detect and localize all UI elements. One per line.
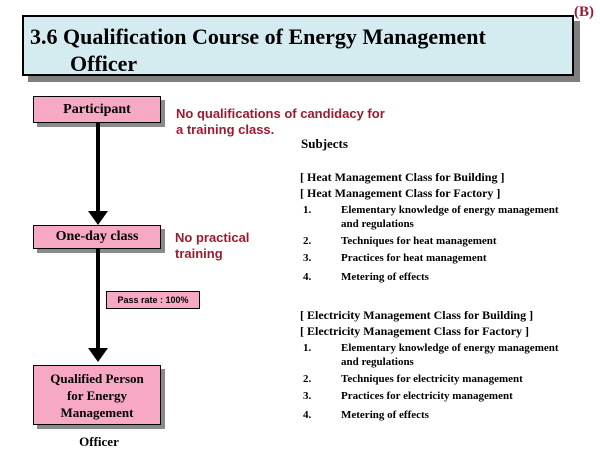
qualified-line: Management — [60, 405, 134, 420]
participant-note-line: No qualifications of candidacy for — [176, 106, 385, 121]
title-box — [22, 15, 574, 76]
qualified-last-line: Officer — [79, 434, 119, 449]
qualified-line: Qualified Person — [50, 371, 144, 386]
oneday-note — [175, 230, 249, 262]
heat-class-building: [ Heat Management Class for Building ] — [300, 170, 505, 184]
heat-class-factory: [ Heat Management Class for Factory ] — [300, 186, 501, 200]
corner-label: (B) — [574, 4, 594, 20]
item-text: Techniques for electricity management — [341, 373, 523, 385]
item-text-line: and regulations — [341, 356, 414, 368]
item-number: 3. — [303, 252, 312, 264]
item-text: Practices for heat management — [341, 252, 487, 264]
oneday-note-line: No practical — [175, 230, 250, 245]
qualified-line: for Energy — [66, 388, 128, 403]
page-title — [30, 23, 486, 77]
oneday-note-line: training — [175, 246, 223, 261]
item-text-line: Elementary knowledge of energy management — [341, 342, 559, 354]
item-number: 2. — [303, 235, 312, 247]
title-line-1: 3.6 Qualification Course of Energy Management — [30, 24, 486, 49]
item-text-line: Elementary knowledge of energy management — [341, 204, 559, 216]
pass-rate-badge: Pass rate : 100% — [106, 291, 200, 309]
item-text: Metering of effects — [341, 271, 429, 283]
title-line-2: Officer — [70, 51, 138, 76]
item-text: Practices for electricity management — [341, 390, 513, 402]
participant-node: Participant — [33, 96, 161, 123]
qualified-node — [33, 365, 161, 425]
participant-note-line: a training class. — [176, 122, 275, 137]
arrow-line — [96, 123, 100, 213]
elec-class-building: [ Electricity Management Class for Building ] — [300, 308, 534, 322]
item-number: 2. — [303, 373, 312, 385]
item-number: 3. — [303, 390, 312, 402]
item-number: 4. — [303, 409, 312, 421]
item-text: Metering of effects — [341, 409, 429, 421]
item-text — [341, 203, 591, 231]
item-number: 1. — [303, 342, 312, 354]
item-number: 4. — [303, 271, 312, 283]
elec-class-factory: [ Electricity Management Class for Factory ] — [300, 324, 530, 338]
item-text-line: and regulations — [341, 218, 414, 230]
arrow-head — [88, 348, 108, 362]
item-text: Techniques for heat management — [341, 235, 497, 247]
arrow-line — [96, 249, 100, 349]
subjects-heading: Subjects — [301, 136, 348, 151]
item-number: 1. — [303, 204, 312, 216]
item-text — [341, 341, 591, 369]
arrow-head — [88, 211, 108, 225]
participant-note — [176, 106, 385, 138]
oneday-node: One-day class — [33, 225, 161, 249]
